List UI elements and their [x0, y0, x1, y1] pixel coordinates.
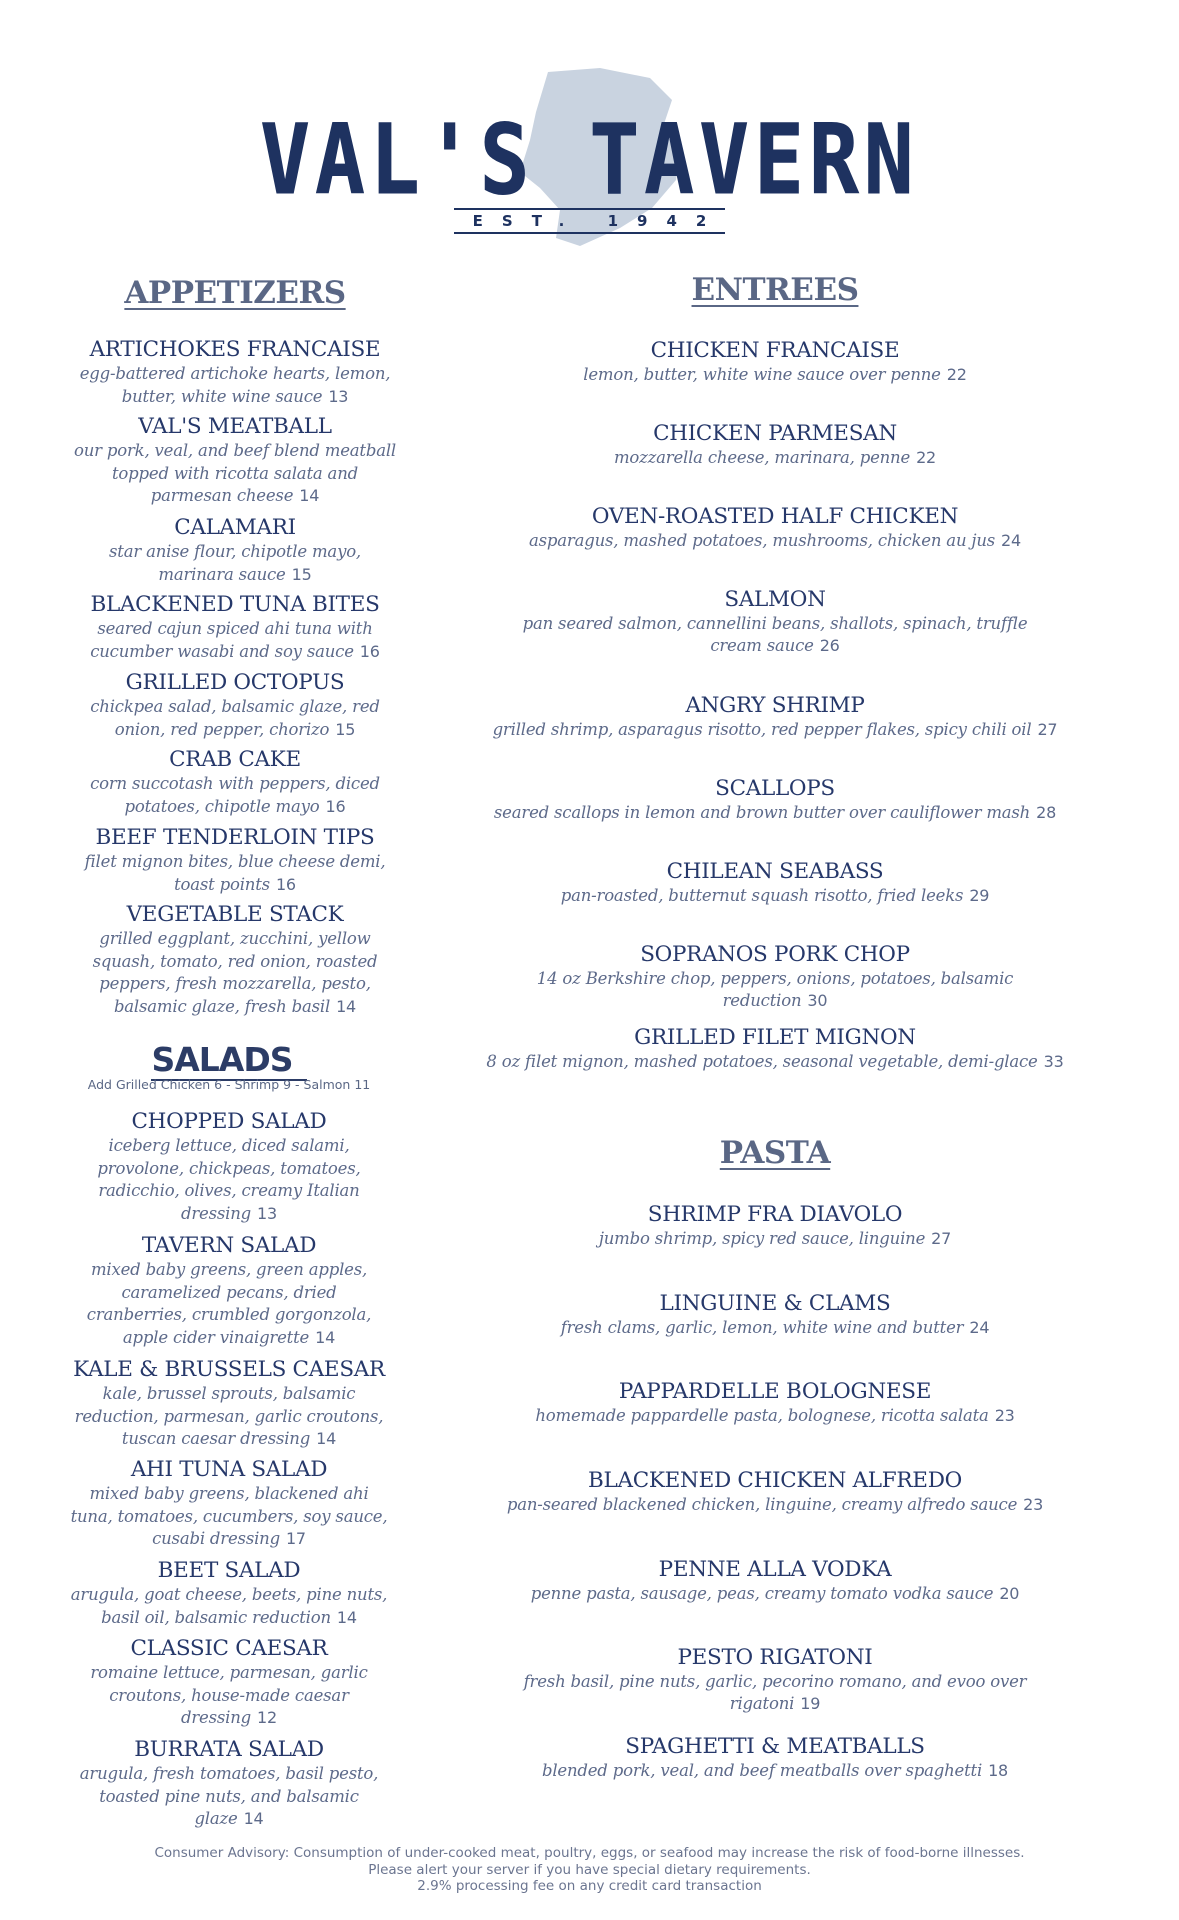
item-price: 12 [257, 1708, 277, 1727]
menu-item [485, 587, 1065, 657]
item-name: BURRATA SALAD [134, 1737, 324, 1762]
item-name: SCALLOPS [715, 776, 835, 801]
menu-item [485, 1468, 1065, 1516]
menu-item [485, 1291, 1065, 1339]
salads-addon-note: Add Grilled Chicken 6 - Shrimp 9 - Salmon 11 [87, 1077, 371, 1092]
item-name: CLASSIC CAESAR [130, 1636, 328, 1661]
item-description: fresh clams, garlic, lemon, white wine and butter [560, 1318, 964, 1337]
item-name: GRILLED OCTOPUS [125, 670, 345, 695]
item-description: penne pasta, sausage, peas, creamy tomato vodka sauce [530, 1584, 994, 1603]
item-description: homemade pappardelle pasta, bolognese, ricotta salata [535, 1406, 989, 1425]
item-price: 16 [325, 796, 346, 816]
item-description: pan-seared blackened chicken, linguine, creamy alfredo sauce [506, 1495, 1018, 1514]
menu-item [70, 515, 400, 586]
item-price: 24 [1001, 531, 1021, 550]
item-price: 23 [994, 1406, 1015, 1425]
menu-item [485, 1025, 1065, 1073]
menu-item [485, 1202, 1065, 1250]
item-name: CHILEAN SEABASS [666, 859, 884, 884]
item-price: 26 [819, 636, 840, 655]
item-description: 8 oz filet mignon, mashed potatoes, seasonal vegetable, demi-glace [486, 1052, 1038, 1071]
menu-item [70, 825, 400, 896]
item-description: filet mignon bites, blue cheese demi, toast points [84, 852, 386, 894]
menu-item [70, 1636, 388, 1730]
item-price: 22 [946, 365, 967, 384]
item-name: GRILLED FILET MIGNON [634, 1025, 916, 1050]
item-name: ANGRY SHRIMP [685, 693, 865, 718]
menu-item [70, 670, 400, 741]
item-name: BLACKENED TUNA BITES [90, 592, 380, 617]
dietary-line: Please alert your server if you have special dietary requirements. [368, 1861, 811, 1878]
salads-section [70, 1040, 388, 1830]
item-price: 19 [800, 1694, 821, 1713]
menu-item [485, 1557, 1065, 1605]
menu-item [70, 337, 400, 408]
item-price: 13 [257, 1203, 277, 1223]
item-description: asparagus, mashed potatoes, mushrooms, chicken au jus [528, 531, 996, 550]
item-description: romaine lettuce, parmesan, garlic croutons, house-made caesar dressing [90, 1663, 368, 1727]
menu-item [70, 1457, 388, 1551]
menu-item [485, 1645, 1065, 1715]
item-description: arugula, goat cheese, beets, pine nuts, basil oil, balsamic reduction [70, 1585, 388, 1627]
item-name: SPAGHETTI & MEATBALLS [625, 1734, 925, 1759]
item-description: fresh basil, pine nuts, garlic, pecorino romano, and evoo over rigatoni [523, 1672, 1027, 1713]
advisory-line: Consumer Advisory: Consumption of under-cooked meat, poultry, eggs, or seafood may increase the risk of food-borne illnesses. [154, 1845, 1025, 1861]
processing-fee-line: 2.9% processing fee on any credit card transaction [417, 1878, 762, 1894]
entrees-section [485, 272, 1065, 1092]
item-description: mozzarella cheese, marinara, penne [613, 448, 911, 467]
item-price: 20 [999, 1584, 1020, 1603]
item-name: SALMON [724, 587, 826, 612]
salads-heading: SALADS [151, 1040, 306, 1081]
menu-item [485, 942, 1065, 1012]
item-name: PENNE ALLA VODKA [658, 1557, 892, 1582]
item-description: mixed baby greens, blackened ahi tuna, tomatoes, cucumbers, soy sauce, cusabi dressing [70, 1484, 388, 1548]
item-price: 13 [328, 386, 349, 406]
item-price: 22 [916, 448, 937, 467]
item-description: seared cajun spiced ahi tuna with cucumber wasabi and soy sauce [90, 619, 373, 661]
item-description: star anise flour, chipotle mayo, marinara sauce [109, 542, 361, 584]
item-price: 15 [335, 719, 356, 739]
pasta-heading: PASTA [719, 1135, 831, 1171]
item-name: SOPRANOS PORK CHOP [640, 942, 910, 967]
item-description: 14 oz Berkshire chop, peppers, onions, potatoes, balsamic reduction [536, 969, 1014, 1010]
menu-item [70, 414, 400, 508]
item-price: 14 [243, 1809, 264, 1828]
item-price: 27 [1037, 720, 1058, 739]
item-name: LINGUINE & CLAMS [659, 1291, 891, 1316]
item-description: arugula, fresh tomatoes, basil pesto, toasted pine nuts, and balsamic glaze [79, 1764, 379, 1828]
item-price: 18 [988, 1761, 1009, 1780]
item-description: lemon, butter, white wine sauce over penne [583, 365, 941, 384]
menu-item [485, 1734, 1065, 1782]
menu-item [485, 338, 1065, 386]
item-price: 33 [1043, 1052, 1064, 1071]
item-description: corn succotash with peppers, diced potatoes, chipotle mayo [90, 774, 380, 816]
item-price: 24 [969, 1318, 990, 1337]
item-description: pan-roasted, butternut squash risotto, fried leeks [560, 886, 964, 905]
item-description: our pork, veal, and beef blend meatball topped with ricotta salata and parmesan cheese [73, 441, 397, 505]
item-description: kale, brussel sprouts, balsamic reduction, parmesan, garlic croutons, tuscan caesar dressing [74, 1384, 384, 1448]
menu-item [70, 592, 400, 663]
item-description: egg-battered artichoke hearts, lemon, butter, white wine sauce [79, 364, 391, 406]
item-name: PAPPARDELLE BOLOGNESE [618, 1379, 932, 1404]
item-name: CRAB CAKE [169, 747, 301, 772]
menu-item [70, 1558, 388, 1629]
item-name: CHICKEN FRANCAISE [650, 338, 900, 363]
item-name: PESTO RIGATONI [677, 1645, 873, 1670]
item-price: 28 [1036, 803, 1057, 822]
item-price: 23 [1023, 1495, 1044, 1514]
item-description: pan seared salmon, cannellini beans, shallots, spinach, truffle cream sauce [522, 614, 1028, 655]
item-description: grilled shrimp, asparagus risotto, red pepper flakes, spicy chili oil [492, 720, 1032, 739]
item-price: 14 [315, 1327, 336, 1347]
appetizers-section [70, 275, 400, 1035]
item-name: VEGETABLE STACK [126, 902, 344, 927]
item-price: 14 [336, 1607, 357, 1627]
item-name: SHRIMP FRA DIAVOLO [647, 1202, 903, 1227]
item-price: 15 [291, 564, 312, 584]
menu-item [485, 859, 1065, 907]
item-price: 27 [931, 1229, 952, 1248]
item-price: 14 [336, 996, 357, 1016]
menu-item [485, 776, 1065, 824]
item-name: BEEF TENDERLOIN TIPS [95, 825, 375, 850]
item-description: mixed baby greens, green apples, caramelized pecans, dried cranberries, crumbled gorgonzola, apple cider vinaigrette [86, 1260, 372, 1347]
restaurant-name: VAL'S TAVERN [260, 104, 919, 216]
item-description: blended pork, veal, and beef meatballs over spaghetti [541, 1761, 983, 1780]
menu-item [485, 504, 1065, 552]
item-price: 30 [807, 991, 828, 1010]
item-price: 14 [316, 1429, 337, 1448]
item-name: BEET SALAD [157, 1558, 301, 1583]
item-name: ARTICHOKES FRANCAISE [89, 337, 381, 362]
menu-item [70, 747, 400, 818]
menu-item [70, 902, 400, 1018]
item-name: BLACKENED CHICKEN ALFREDO [588, 1468, 962, 1493]
item-name: CALAMARI [174, 515, 296, 540]
menu-item [70, 1233, 388, 1349]
item-price: 16 [359, 641, 380, 661]
item-name: AHI TUNA SALAD [130, 1457, 328, 1482]
consumer-advisory-footer [0, 1845, 1179, 1895]
item-name: VAL'S MEATBALL [138, 414, 332, 439]
menu-item [485, 693, 1065, 741]
item-name: CHICKEN PARMESAN [653, 421, 897, 446]
item-description: jumbo shrimp, spicy red sauce, linguine [598, 1229, 926, 1248]
menu-item [70, 1357, 388, 1451]
item-name: KALE & BRUSSELS CAESAR [73, 1357, 385, 1382]
item-description: seared scallops in lemon and brown butter over cauliflower mash [493, 803, 1031, 822]
menu-item [485, 421, 1065, 469]
item-name: TAVERN SALAD [141, 1233, 317, 1258]
item-name: OVEN-ROASTED HALF CHICKEN [591, 504, 959, 529]
item-description: grilled eggplant, zucchini, yellow squash, tomato, red onion, roasted peppers, fresh mozzarella, pesto, balsamic glaze, fresh basil [92, 929, 378, 1016]
pasta-section [485, 1135, 1065, 1795]
established-year: EST. 1942 [454, 208, 726, 234]
entrees-heading: ENTREES [691, 272, 859, 308]
item-price: 14 [299, 486, 320, 505]
item-price: 16 [275, 874, 296, 894]
item-description: iceberg lettuce, diced salami, provolone, chickpeas, tomatoes, radicchio, olives, creamy Italian dressing [97, 1136, 361, 1223]
item-price: 17 [285, 1529, 306, 1548]
item-description: chickpea salad, balsamic glaze, red onion, red pepper, chorizo [90, 697, 380, 739]
logo [0, 60, 1179, 250]
menu-item [70, 1109, 388, 1225]
menu-item [70, 1737, 388, 1831]
appetizers-heading: APPETIZERS [124, 275, 346, 311]
item-name: CHOPPED SALAD [131, 1109, 327, 1134]
menu-item [485, 1379, 1065, 1427]
item-price: 29 [969, 886, 990, 905]
